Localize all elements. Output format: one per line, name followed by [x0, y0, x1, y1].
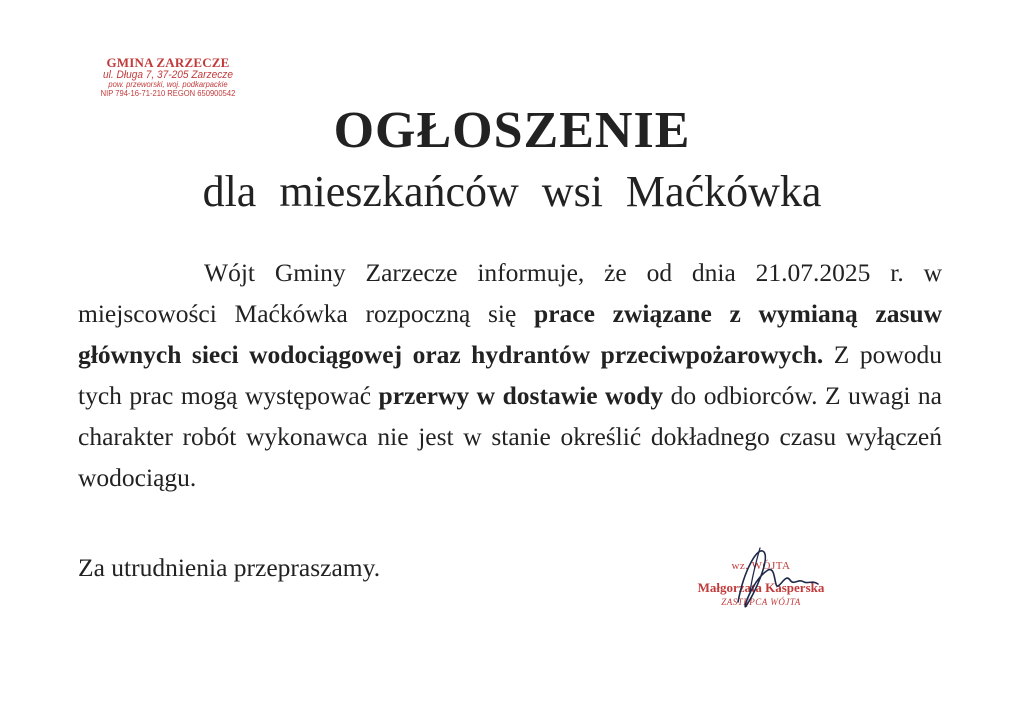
stamp-ids: NIP 794-16-71-210 REGON 650900542: [100, 88, 236, 98]
stamp-name: GMINA ZARZECZE: [106, 55, 230, 70]
signature-name: Małgorzata Kasperska: [697, 580, 825, 595]
signature-title: ZASTĘPCA WÓJTA: [721, 597, 801, 607]
signature-stamp: [666, 560, 856, 607]
closing-line: Za utrudnienia przepraszamy.: [78, 553, 381, 582]
stamp-county: pow. przeworski, woj. podkarpackie: [108, 80, 228, 90]
page-subtitle: dla mieszkańców wsi Maćkówka: [202, 167, 822, 216]
signature-role: wz. WÓJTA: [731, 560, 791, 572]
announcement-body: [78, 252, 942, 498]
stamp-address: ul. Długa 7, 37-205 Zarzecze: [103, 68, 233, 81]
body-text-2: Z powodu tych prac mogą występować: [78, 340, 942, 410]
body-text-3: do odbiorców. Z uwagi na charakter robót wykonawca nie jest w stanie określić dokładnego czasu wyłączeń wodociągu.: [78, 381, 942, 492]
body-bold-works: prace związane z wymianą zasuw głównych sieci wodociągowej oraz hydrantów przeciwpożarowych.: [78, 299, 942, 369]
handwritten-signature-icon: [716, 540, 826, 620]
municipality-stamp: [78, 56, 258, 98]
body-bold-interruptions: przerwy w dostawie wody: [378, 381, 664, 410]
body-text-1: Wójt Gminy Zarzecze informuje, że od dnia 21.07.2025 r. w miejscowości Maćkówka rozpoczną się: [78, 258, 942, 328]
page-title: OGŁOSZENIE: [333, 102, 691, 159]
body-paragraph: [78, 252, 942, 498]
